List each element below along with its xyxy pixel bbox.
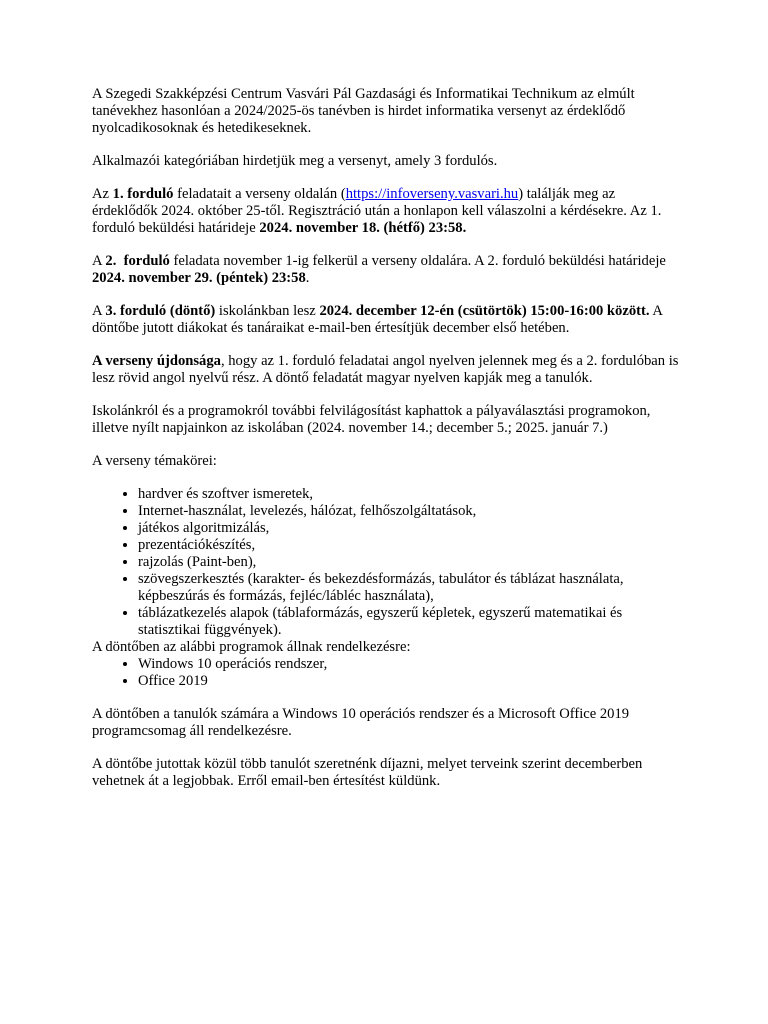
round2-text-3: .: [305, 270, 310, 286]
round3-label: 3. forduló (döntő): [105, 303, 216, 319]
round1-deadline: 2024. november 18. (hétfő) 23:58.: [259, 220, 467, 236]
list-item: • szövegszerkesztés (karakter- és bekezdésformázás, tabulátor és táblázat használata, képbeszúrás és formázás, fejléc/lábléc használata),: [138, 571, 682, 605]
list-item: • Office 2019: [138, 673, 682, 690]
topics-heading: A verseny témakörei:: [92, 453, 217, 469]
round1-text-2: feladatait a verseny oldalán (: [173, 186, 346, 202]
round2-text-1: A: [92, 253, 106, 269]
intro-paragraph: A Szegedi Szakképzési Centrum Vasvári Pál Gazdasági és Informatikai Technikum az elmúlt tanévekhez hasonlóan a 2024/2025-ös tanévben is hirdet informatika versenyt az érdeklődő nyolcadikosoknak és hetedikeseknek.: [92, 86, 635, 136]
programs-list: [92, 656, 682, 690]
list-item: • táblázatkezelés alapok (táblaformázás, egyszerű képletek, egyszerű matematikai és statisztikai függvények).: [138, 605, 682, 639]
competition-website-link[interactable]: https://infoverseny.vasvari.hu: [345, 186, 519, 202]
round1-paragraph: [92, 186, 682, 237]
final-environment-paragraph: A döntőben a tanulók számára a Windows 10 operációs rendszer és a Microsoft Office 2019 programcsomag áll rendelkezésre.: [92, 706, 630, 739]
round1-text-3: ) találják meg az érdeklődők 2024. október 25-től. Regisztráció után a honlapon kell válaszolni a kérdésekre. Az 1. forduló beküldési határideje: [92, 186, 662, 236]
list-item: • Windows 10 operációs rendszer,: [138, 656, 682, 673]
round3-text-2: iskolánkban lesz: [215, 303, 320, 319]
topics-list: [92, 486, 682, 639]
category-paragraph: Alkalmazói kategóriában hirdetjük meg a versenyt, amely 3 fordulós.: [92, 153, 498, 169]
programs-heading: A döntőben az alábbi programok állnak rendelkezésre:: [92, 639, 411, 655]
round2-label: 2. forduló: [105, 253, 170, 269]
novelty-paragraph: [92, 353, 682, 387]
document-body: [92, 86, 682, 806]
round3-text-1: A: [92, 303, 106, 319]
round1-text-1: Az: [92, 186, 113, 202]
round3-text-3: A döntőbe jutott diákokat és tanáraikat e-mail-ben értesítjük december első hetében.: [92, 303, 663, 336]
round1-label: 1. forduló: [112, 186, 174, 202]
list-item: • rajzolás (Paint-ben),: [138, 554, 682, 571]
round2-text-2: feladata november 1-ig felkerül a verseny oldalára. A 2. forduló beküldési határideje: [169, 253, 666, 269]
list-item: • prezentációkészítés,: [138, 537, 682, 554]
list-item: • játékos algoritmizálás,: [138, 520, 682, 537]
round3-paragraph: [92, 303, 682, 337]
prizes-paragraph: A döntőbe jutottak közül több tanulót szeretnénk díjazni, melyet terveink szerint decemberben vehetnek át a legjobbak. Erről email-ben értesítést küldünk.: [92, 756, 643, 789]
list-item: • hardver és szoftver ismeretek,: [138, 486, 682, 503]
round3-date: 2024. december 12-én (csütörtök) 15:00-16:00 között.: [319, 303, 650, 319]
info-paragraph: Iskolánkról és a programokról további felvilágosítást kaphattok a pályaválasztási programokon, illetve nyílt napjainkon az iskolában (2024. november 14.; december 5.; 2025. január 7.): [92, 403, 651, 436]
round2-deadline: 2024. november 29. (péntek) 23:58: [92, 270, 306, 286]
list-item: • Internet-használat, levelezés, hálózat, felhőszolgáltatások,: [138, 503, 682, 520]
novelty-text: , hogy az 1. forduló feladatai angol nyelven jelennek meg és a 2. fordulóban is lesz rövid angol nyelvű rész. A döntő feladatát magyar nyelven kapják meg a tanulók.: [92, 353, 679, 386]
novelty-label: A verseny újdonsága: [92, 353, 221, 369]
round2-paragraph: [92, 253, 682, 287]
